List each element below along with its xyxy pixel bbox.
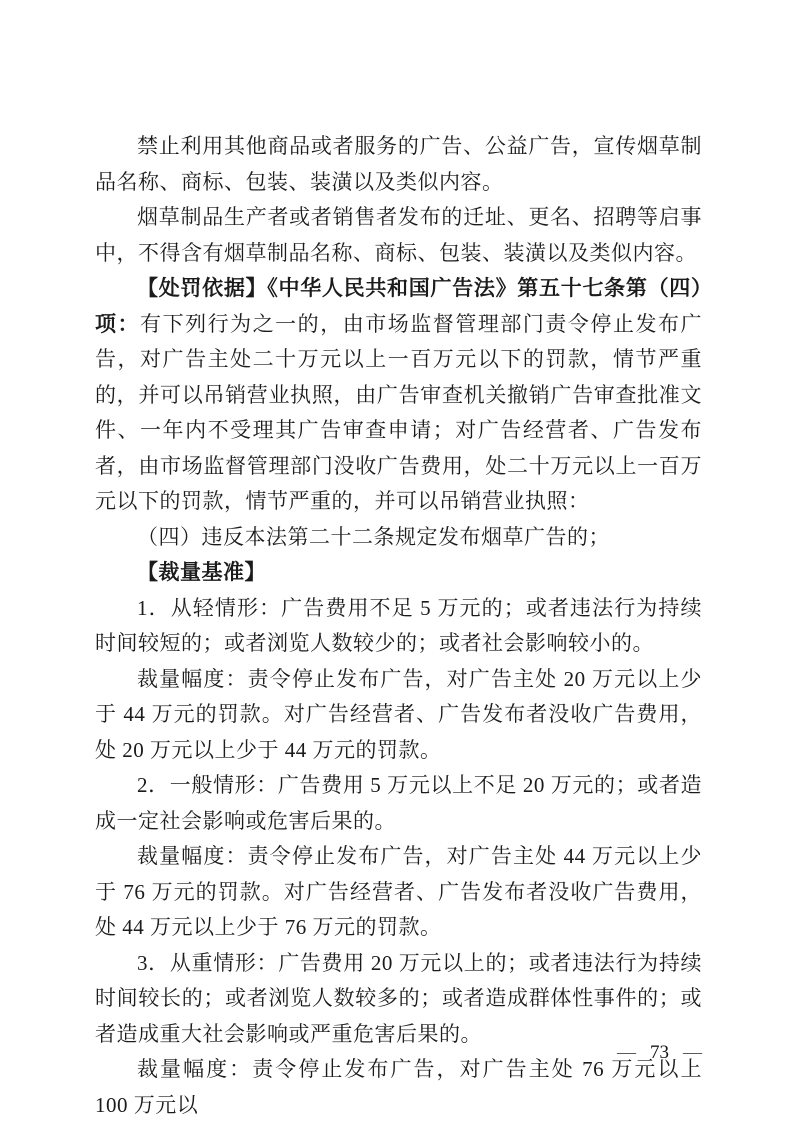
paragraph-penalty-basis <box>95 271 702 520</box>
paragraph-prohibition-other-goods <box>95 129 702 200</box>
paragraph-item-four <box>95 520 702 556</box>
paragraph-text: 1．从轻情形：广告费用不足 5 万元的；或者违法行为持续时间较短的；或者浏览人数较少的；或者社会影响较小的。 <box>95 595 702 655</box>
page-number: 73 <box>650 1042 669 1063</box>
paragraph-text: 裁量幅度：责令停止发布广告，对广告主处 20 万元以上少于 44 万元的罚款。对广告经营者、广告发布者没收广告费用，处 20 万元以上少于 44 万元的罚款。 <box>95 666 702 762</box>
paragraph-general-range <box>95 839 702 946</box>
footer-dash-right: — <box>683 1042 702 1063</box>
paragraph-text: 裁量幅度：责令停止发布广告，对广告主处 76 万元以上 100 万元以 <box>95 1057 702 1117</box>
paragraph-text: 烟草制品生产者或者销售者发布的迁址、更名、招聘等启事中，不得含有烟草制品名称、商标、包装、装潢以及类似内容。 <box>95 205 702 265</box>
discretion-benchmark-label: 【裁量基准】 <box>137 561 266 584</box>
paragraph-general-circumstance <box>95 768 702 839</box>
footer-dash-left: — <box>617 1042 636 1063</box>
paragraph-text: （四）违反本法第二十二条规定发布烟草广告的； <box>137 524 610 549</box>
paragraph-lenient-range <box>95 662 702 769</box>
document-body <box>95 129 702 1122</box>
paragraph-severe-circumstance <box>95 946 702 1053</box>
penalty-basis-label: 【处罚依据】《中华人民共和国广告法》第五十七条第（四）项： <box>95 277 702 336</box>
paragraph-text: 裁量幅度：责令停止发布广告，对广告主处 44 万元以上少于 76 万元的罚款。对广告经营者、广告发布者没收广告费用，处 44 万元以上少于 76 万元的罚款。 <box>95 844 702 939</box>
heading-discretion-benchmark <box>95 555 702 591</box>
paragraph-severe-range <box>95 1052 702 1122</box>
paragraph-text: 3．从重情形：广告费用 20 万元以上的；或者违法行为持续时间较长的；或者浏览人数较多的；或者造成群体性事件的；或者造成重大社会影响或严重危害后果的。 <box>95 950 702 1046</box>
paragraph-text: 2．一般情形：广告费用 5 万元以上不足 20 万元的；或者造成一定社会影响或危害后果的。 <box>95 773 702 833</box>
page-footer <box>617 1042 702 1064</box>
penalty-basis-text: 有下列行为之一的，由市场监督管理部门责令停止发布广告，对广告主处二十万元以上一百万元以下的罚款，情节严重的，并可以吊销营业执照，由广告审查机关撤销广告审查批准文件、一年内不受理其广告审查申请；对广告经营者、广告发布者，由市场监督管理部门没收广告费用，处二十万元以上一百万元以下的罚款，情节严重的，并可以吊销营业执照： <box>95 311 703 513</box>
paragraph-producer-seller-notices <box>95 200 702 271</box>
paragraph-lenient-circumstance <box>95 591 702 662</box>
paragraph-text: 禁止利用其他商品或者服务的广告、公益广告，宣传烟草制品名称、商标、包装、装潢以及类似内容。 <box>95 134 702 194</box>
